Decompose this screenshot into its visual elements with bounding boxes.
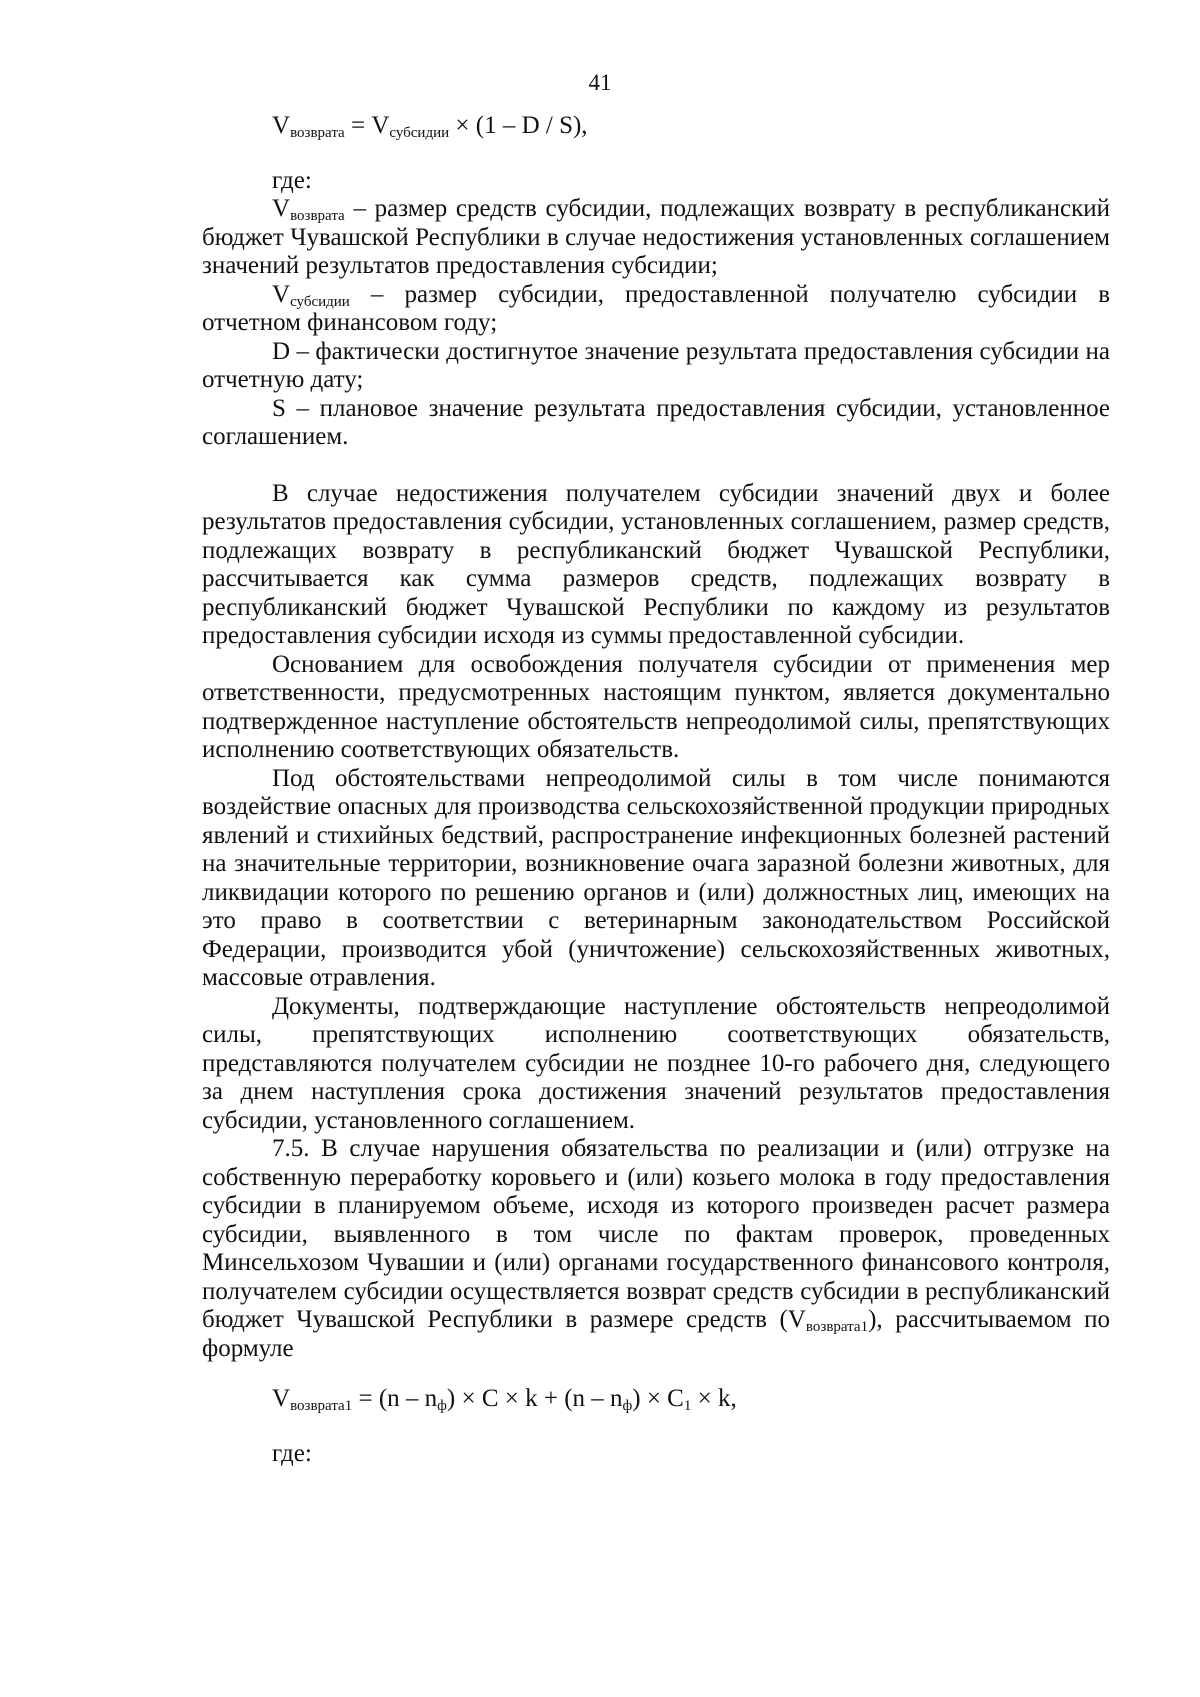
formula-return bbox=[202, 112, 1110, 141]
formula-return-1 bbox=[202, 1385, 1110, 1414]
where-label: где: bbox=[272, 166, 312, 194]
formula-text: = (n – n bbox=[352, 1385, 438, 1412]
formula-text: ) × C × k + (n – n bbox=[446, 1385, 623, 1412]
formula-text: ) × C bbox=[632, 1385, 684, 1412]
definition-v-return bbox=[202, 195, 1110, 281]
formula-text: = V bbox=[344, 112, 390, 139]
definition-text: – размер субсидии, предоставленной получателю субсидии в отчетном финансовом году; bbox=[202, 280, 1110, 336]
definition-v-subsidy bbox=[202, 281, 1110, 338]
paragraph-force-majeure-basis: Основанием для освобождения получателя субсидии от применения мер ответственности, предусмотренных настоящим пунктом, является документально подтвержденное наступление обстоятельств непреодолимой силы, препятствующих исполнению соответствующих обязательств. bbox=[202, 650, 1110, 763]
definition-subscript: субсидии bbox=[290, 293, 350, 310]
formula-subscript: возврата bbox=[290, 125, 345, 141]
definition-s: S – плановое значение результата предоставления субсидии, установленное соглашением. bbox=[202, 394, 1110, 450]
where-label-2: где: bbox=[272, 1439, 312, 1467]
definition-symbol: V bbox=[272, 195, 291, 222]
formula-subscript: возврата1 bbox=[290, 1398, 353, 1414]
formula-symbol: V bbox=[272, 112, 291, 139]
paragraph-text: ), рассчитываемом по формуле bbox=[202, 1306, 1111, 1362]
paragraph-documents: Документы, подтверждающие наступление обстоятельств непреодолимой силы, препятствующих исполнению соответствующих обязательств, представляются получателем субсидии не позднее 10-го рабочего дня, следующего за днем наступления срока достижения значений результатов предоставления субсидии, установленного соглашением. bbox=[202, 992, 1110, 1134]
paragraph-multiple-results: В случае недостижения получателем субсидии значений двух и более результатов предоставления субсидии, установленных соглашением, размер средств, подлежащих возврату в республиканский бюджет Чувашской Республики, рассчитывается как сумма размеров средств, подлежащих возврату в республиканский бюджет Чувашской Республики по каждому из результатов предоставления субсидии исходя из суммы предоставленной субсидии. bbox=[202, 479, 1110, 649]
formula-subscript: субсидии bbox=[389, 125, 450, 141]
formula-symbol: V bbox=[272, 1385, 291, 1412]
definition-d: D – фактически достигнутое значение результата предоставления субсидии на отчетную дату; bbox=[202, 337, 1110, 393]
formula-subscript: ф bbox=[437, 1398, 447, 1414]
formula-subscript: ф bbox=[622, 1398, 633, 1414]
definition-text: – размер средств субсидии, подлежащих возврату в республиканский бюджет Чувашской Республики в случае недостижения установленных соглашением значений результатов предоставления субсидии; bbox=[202, 195, 1110, 279]
formula-text: × k, bbox=[691, 1385, 737, 1412]
page-number: 41 bbox=[588, 70, 612, 95]
paragraph-7-5 bbox=[202, 1135, 1110, 1363]
paragraph-force-majeure-definition: Под обстоятельствами непреодолимой силы в том числе понимаются воздействие опасных для производства сельскохозяйственной продукции природных явлений и стихийных бедствий, распространение инфекционных болезней растений на значительные территории, возникновение очага заразной болезни животных, для ликвидации которого по решению органов и (или) должностных лиц, имеющих на это право в соответствии с ветеринарным законодательством Российской Федерации, производится убой (уничтожение) сельскохозяйственных животных, массовые отравления. bbox=[202, 764, 1110, 991]
paragraph-subscript: возврата1 bbox=[805, 1319, 869, 1335]
paragraph-text: 7.5. В случае нарушения обязательства по реализации и (или) отгрузке на собственную переработку коровьего и (или) козьего молока в году предоставления субсидии в планируемом объеме, исходя из которого произведен расчет размера субсидии, выявленного в том числе по фактам проверок, проведенных Минсельхозом Чувашии и (или) органами государственного финансового контроля, получателем субсидии осуществляется возврат средств субсидии в республиканский бюджет Чувашской Республики в размере средств (V bbox=[202, 1135, 1110, 1333]
definition-symbol: V bbox=[272, 280, 291, 308]
definition-subscript: возврата bbox=[290, 208, 345, 224]
formula-text: × (1 – D / S), bbox=[449, 112, 588, 139]
spacer bbox=[202, 452, 1110, 480]
document-body bbox=[202, 112, 1110, 1468]
formula-subscript: 1 bbox=[683, 1398, 692, 1414]
